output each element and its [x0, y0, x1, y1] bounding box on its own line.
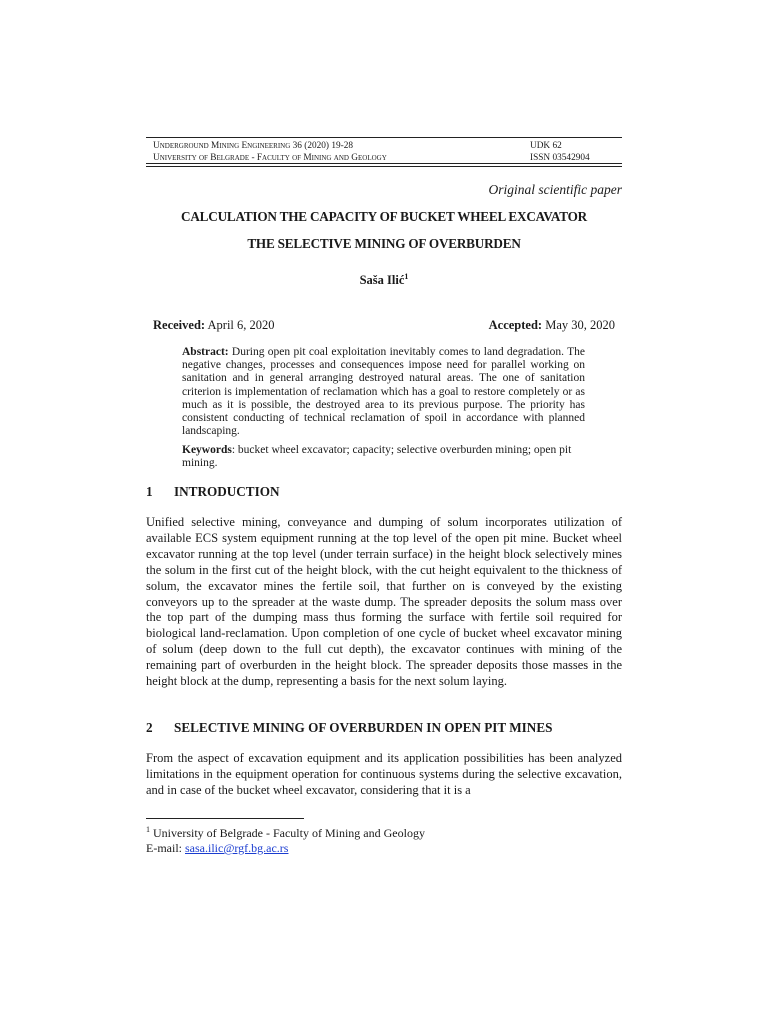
- email-label: E-mail:: [146, 841, 185, 855]
- section-1-body: Unified selective mining, conveyance and dumping of solum incorporates utilization of available ECS system equipment running at the top level of the open pit mine. Bucket wheel excavator running at the top level (under terrain surface) in the height block selectively mines the solum in the first cut of the height block, with the cut height equivalent to the thickness of solum, the excavator mines the fertile soil, that further on is conveyed by the existing conveyors up to the spreader at the waste dump. The spreader deposits the solum mass over the top part of the dumping mass thus forming the surface with fertile soil required for biological land-reclamation. Upon completion of one cycle of bucket wheel excavator mining of solum (deep down to the full cut depth), the excavator continues with mining of the remaining part of overburden in the height block. The spreader deposits those masses in the height block at the dump, representing a basis for the next solum laying.: [146, 515, 622, 689]
- footnote-mark: 1: [146, 825, 150, 834]
- section-2-title: SELECTIVE MINING OF OVERBURDEN IN OPEN PIT MINES: [174, 720, 553, 735]
- title-line-2: THE SELECTIVE MINING OF OVERBURDEN: [247, 236, 521, 251]
- received-value: April 6, 2020: [207, 318, 275, 332]
- section-2-body: From the aspect of excavation equipment and its application possibilities has been analyzed limitations in the equipment operation for continuous systems during the selective excavation, and in case of the bucket wheel excavator, considering that it is a: [146, 751, 622, 797]
- footnote: [146, 822, 425, 856]
- accepted-date: [489, 318, 615, 333]
- received-label: Received:: [153, 318, 206, 332]
- accepted-label: Accepted:: [488, 318, 543, 332]
- header-bottom-rule-2: [146, 166, 622, 167]
- institution-line: University of Belgrade - Faculty of Mining and Geology: [153, 153, 387, 163]
- author-note-mark: 1: [404, 272, 409, 281]
- udk: UDK 62: [530, 141, 562, 151]
- received-date: [153, 318, 275, 333]
- title-line-1: CALCULATION THE CAPACITY OF BUCKET WHEEL EXCAVATOR: [181, 209, 587, 224]
- abstract: [182, 346, 585, 438]
- section-1-number: 1: [146, 484, 153, 499]
- header-bottom-rule-1: [146, 163, 622, 164]
- footnote-rule: [146, 818, 304, 819]
- section-1-title: INTRODUCTION: [174, 484, 280, 499]
- paper-title: [146, 208, 622, 252]
- author-name: Saša Ilić: [359, 273, 405, 288]
- section-2-number: 2: [146, 720, 153, 735]
- keywords-label: Keywords: [182, 444, 232, 456]
- author: [146, 272, 622, 288]
- section-2-heading: [146, 720, 552, 736]
- email-link[interactable]: sasa.ilic@rgf.bg.ac.rs: [185, 841, 289, 855]
- header-top-rule: [146, 137, 622, 138]
- abstract-text: During open pit coal exploitation inevitably comes to land degradation. The negative changes, processes and consequences impose need for parallel working on sanitation and in general arranging destroyed natural areas. The one of sanitation criterion is implementation of reclamation which has a goal to restore completely or as much as it is possible, the destroyed area to its previous purpose. The priority has consistent conducting of technical reclamation of spoil in accordance with planned landscaping.: [182, 346, 585, 438]
- issn: ISSN 03542904: [530, 153, 590, 163]
- keywords-text: : bucket wheel excavator; capacity; selective overburden mining; open pit mining.: [182, 444, 572, 470]
- footnote-email-line: [146, 841, 425, 856]
- abstract-label: Abstract:: [182, 346, 229, 358]
- journal-line: Underground Mining Engineering 36 (2020) 19-28: [153, 141, 354, 151]
- paper-type: Original scientific paper: [488, 182, 622, 197]
- footnote-affiliation-line: [146, 822, 425, 841]
- accepted-value: May 30, 2020: [545, 318, 615, 332]
- section-1-heading: [146, 484, 280, 500]
- keywords: [182, 444, 585, 470]
- footnote-affiliation: University of Belgrade - Faculty of Mining and Geology: [153, 826, 425, 840]
